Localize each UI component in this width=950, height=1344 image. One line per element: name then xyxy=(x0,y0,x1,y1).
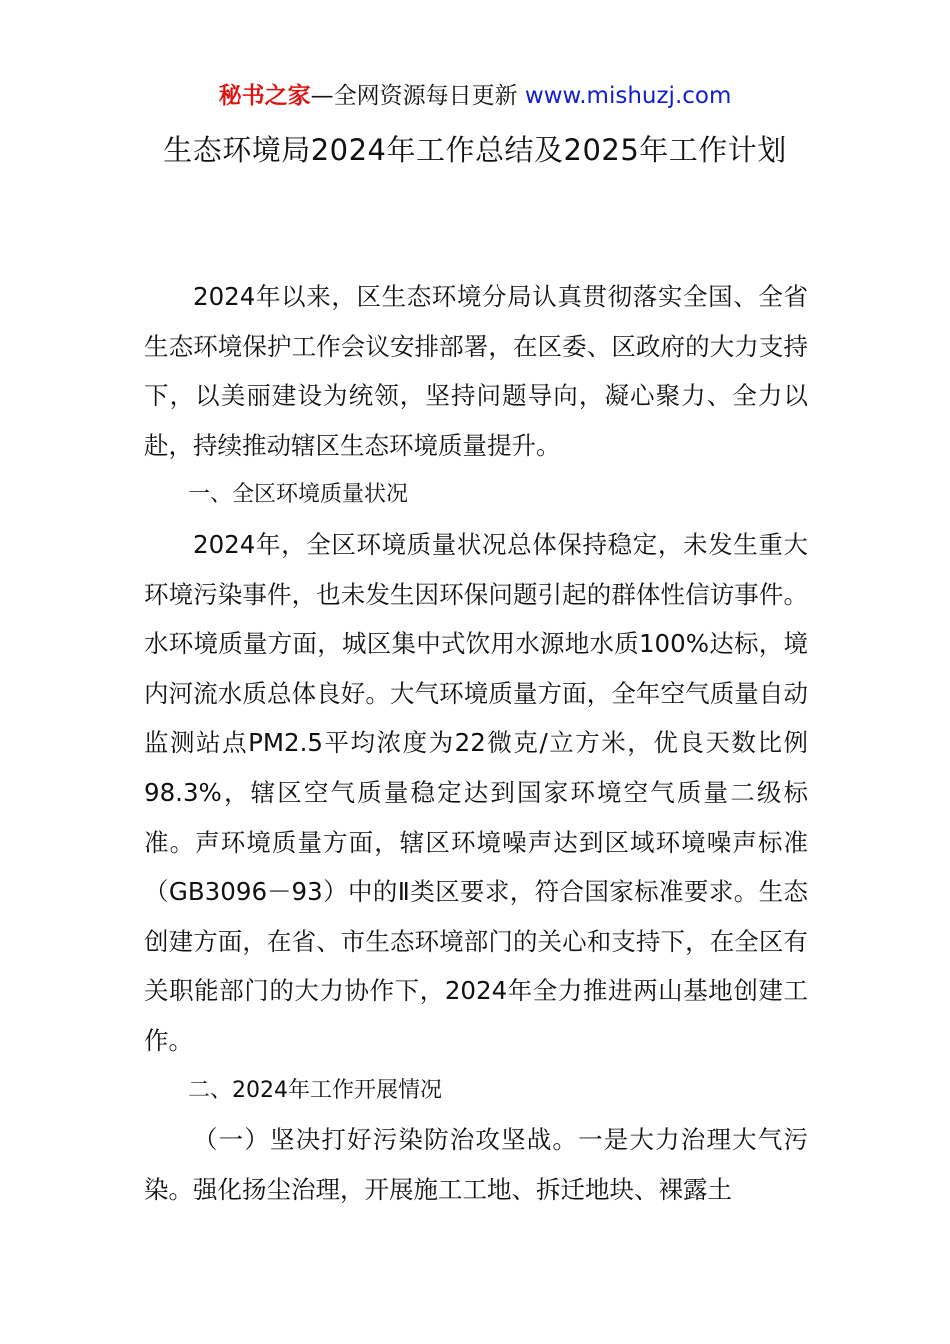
section-1-paragraph: 2024年，全区环境质量状况总体保持稳定，未发生重大环境污染事件，也未发生因环保问题引起的群体性信访事件。水环境质量方面，城区集中式饮用水源地水质100%达标，境内河流水质总体良好。大气环境质量方面，全年空气质量自动监测站点PM2.5平均浓度为22微克/立方米，优良天数比例98.3%，辖区空气质量稳定达到国家环境空气质量二级标准。声环境质量方面，辖区环境噪声达到区域环境噪声标准（GB3096－93）中的Ⅱ类区要求，符合国家标准要求。生态创建方面，在省、市生态环境部门的关心和支持下，在全区有关职能部门的大力协作下，2024年全力推进两山基地创建工作。 xyxy=(144,529,808,1055)
document-title: 生态环境局2024年工作总结及2025年工作计划 xyxy=(163,133,787,167)
section-heading-1: 一、全区环境质量状况 xyxy=(188,482,409,508)
brand-name: 秘书之家 xyxy=(218,83,311,109)
site-url-link[interactable]: www.mishuzj.com xyxy=(524,83,732,109)
site-banner xyxy=(0,80,950,112)
section-heading-2: 二、2024年工作开展情况 xyxy=(188,1077,442,1103)
section-2-paragraph: （一）坚决打好污染防治攻坚战。一是大力治理大气污染。强化扬尘治理，开展施工工地、拆迁地块、裸露土 xyxy=(144,1125,808,1204)
banner-tagline: —全网资源每日更新 xyxy=(310,83,525,109)
intro-paragraph: 2024年以来，区生态环境分局认真贯彻落实全国、全省生态环境保护工作会议安排部署，在区委、区政府的大力支持下，以美丽建设为统领，坚持问题导向，凝心聚力、全力以赴，持续推动辖区生态环境质量提升。 xyxy=(144,282,808,460)
document-body xyxy=(144,272,808,1214)
